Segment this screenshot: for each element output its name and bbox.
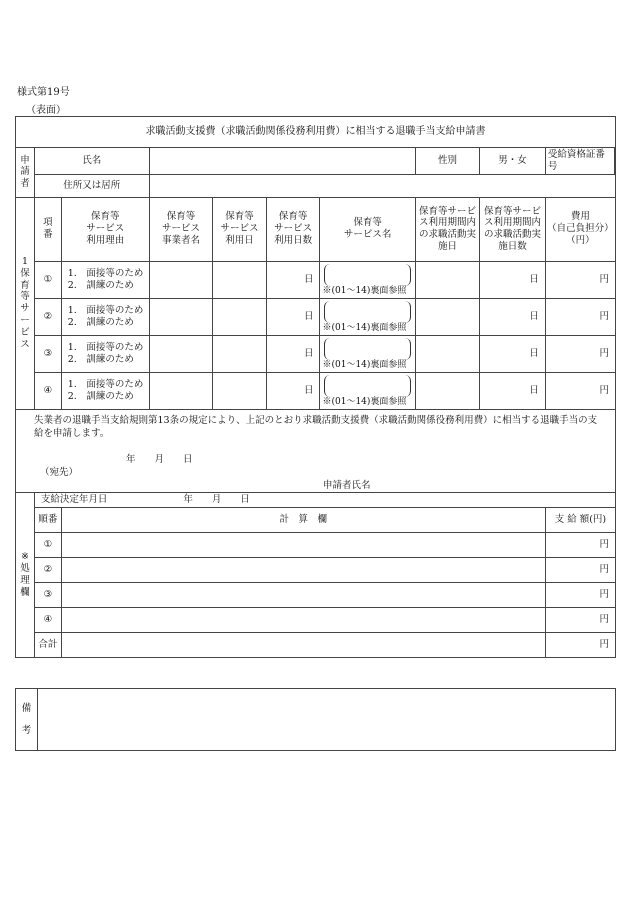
declaration-text: 失業者の退職手当支給規則第13条の規定により、上記のとおり求職活動支援費（求職活動関係役務利用費）に相当する退職手当の支給を申請します。 [34,414,598,439]
processing-row-number: ① [34,532,61,557]
service-name-field[interactable]: ※(01～14)裏面参照 [320,261,415,298]
decision-date[interactable]: 支給決定年月日 年 月 日 [34,492,615,507]
use-date-field[interactable] [213,261,267,298]
amount-field[interactable]: 円 [545,632,615,657]
processing-row-number: ④ [34,607,61,632]
provider-field[interactable] [149,372,213,409]
processing-row [16,607,616,632]
service-name-field[interactable]: ※(01～14)裏面参照 [320,298,415,335]
processing-total-row [16,632,616,657]
declaration-addressee: （宛先） [40,466,79,478]
service-row [16,372,616,409]
row-number: ① [34,261,61,298]
cost-field[interactable]: 円 [545,372,615,409]
remarks-field[interactable] [38,689,616,751]
row-number: ④ [34,372,61,409]
processing-row [16,582,616,607]
calc-field[interactable] [61,632,545,657]
calc-field[interactable] [61,557,545,582]
job-days-field[interactable]: 日 [480,261,546,298]
name-label: 氏名 [34,148,149,175]
calc-field[interactable] [61,582,545,607]
amount-field[interactable]: 円 [545,582,615,607]
reason-options[interactable]: 1. 面接等のため 2. 訓練のため [61,335,149,372]
remarks-table [15,688,616,751]
cost-field[interactable]: 円 [545,261,615,298]
header-reason: 保育等 サービス 利用理由 [61,197,149,261]
gender-label: 性別 [415,148,480,175]
processing-row [16,532,616,557]
applicant-section-label: 申 請 者 [16,148,35,198]
application-form-table [15,116,616,658]
cost-field[interactable]: 円 [545,335,615,372]
reason-options[interactable]: 1. 面接等のため 2. 訓練のため [61,298,149,335]
processing-row-number: ③ [34,582,61,607]
processing-section-label: ※ 処 理 欄 [16,492,35,657]
processing-row [16,557,616,582]
calc-field[interactable] [61,607,545,632]
header-provider: 保育等 サービス 事業者名 [149,197,213,261]
processing-row-number: 合計 [34,632,61,657]
job-date-field[interactable] [415,261,480,298]
header-job-days: 保育等サービ ス利用期間内 の求職活動実 施日数 [480,197,546,261]
header-service-name: 保育等 サービス名 [320,197,415,261]
provider-field[interactable] [149,261,213,298]
gender-options[interactable]: 男・女 [480,148,546,175]
form-title: 求職活動支援費（求職活動関係役務利用費）に相当する退職手当支給申請書 [16,117,616,148]
cert-number-label: 受給資格証番号 [546,148,615,174]
amount-field[interactable]: 円 [545,557,615,582]
reason-options[interactable]: 1. 面接等のため 2. 訓練のため [61,372,149,409]
name-field[interactable] [149,148,415,175]
service-name-field[interactable]: ※(01～14)裏面参照 [320,335,415,372]
use-days-field[interactable]: 日 [266,261,320,298]
provider-field[interactable] [149,298,213,335]
row-number: ② [34,298,61,335]
job-date-field[interactable] [415,372,480,409]
cost-field[interactable]: 円 [545,298,615,335]
remarks-label: 備 考 [16,689,38,751]
calc-field[interactable] [61,532,545,557]
side-label: （表面） [26,105,66,116]
use-date-field[interactable] [213,372,267,409]
processing-row-number: ② [34,557,61,582]
job-days-field[interactable]: 日 [480,335,546,372]
use-days-field[interactable]: 日 [266,335,320,372]
header-use-days: 保育等 サービス 利用日数 [266,197,320,261]
declaration-block [16,409,616,492]
service-section-label: 1 保 育 等 サ ー ビ ス [16,197,35,409]
reason-options[interactable]: 1. 面接等のため 2. 訓練のため [61,261,149,298]
address-label: 住所又は居所 [34,174,149,197]
use-date-field[interactable] [213,298,267,335]
amount-field[interactable]: 円 [545,532,615,557]
service-row [16,298,616,335]
form-number: 様式第19号 [17,87,70,98]
header-item-no: 項 番 [34,197,61,261]
use-days-field[interactable]: 日 [266,298,320,335]
col-amount-header: 支 給 額(円) [545,507,615,532]
col-order-header: 順番 [34,507,61,532]
col-calc-header: 計 算 欄 [61,507,545,532]
row-number: ③ [34,335,61,372]
job-date-field[interactable] [415,298,480,335]
use-days-field[interactable]: 日 [266,372,320,409]
applicant-name-label: 申請者氏名 [323,479,371,491]
job-days-field[interactable]: 日 [480,298,546,335]
service-name-field[interactable]: ※(01～14)裏面参照 [320,372,415,409]
declaration-date[interactable]: 年 月 日 [126,453,193,465]
job-date-field[interactable] [415,335,480,372]
job-days-field[interactable]: 日 [480,372,546,409]
provider-field[interactable] [149,335,213,372]
header-job-date: 保育等サービ ス利用期間内 の求職活動実 施日 [415,197,480,261]
service-row [16,261,616,298]
header-use-date: 保育等 サービス 利用日 [213,197,267,261]
use-date-field[interactable] [213,335,267,372]
amount-field[interactable]: 円 [545,607,615,632]
service-row [16,335,616,372]
header-cost: 費用 （自己負担分） （円） [545,197,615,261]
address-field[interactable] [149,174,615,197]
